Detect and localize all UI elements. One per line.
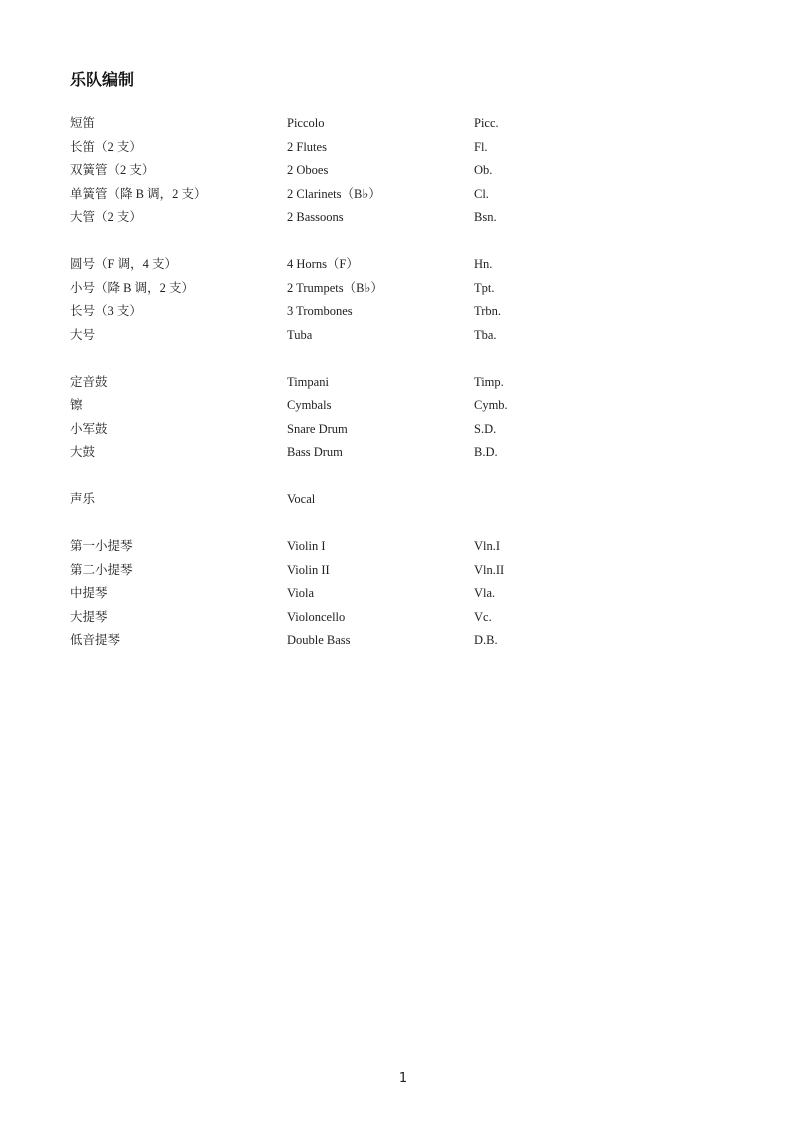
instrument-row: [70, 606, 670, 630]
instrument-row: [70, 324, 670, 348]
instrument-row: [70, 371, 670, 395]
instrument-row: [70, 629, 670, 653]
instrument-abbr: Cl.: [474, 186, 489, 201]
instrument-chinese: 圆号（F 调，4 支）: [70, 257, 177, 271]
instrument-english: Snare Drum: [287, 421, 348, 436]
instrument-english: 2 Flutes: [287, 139, 327, 154]
instrument-chinese: 镲: [70, 398, 83, 412]
instrument-english: Double Bass: [287, 633, 351, 647]
instrument-english: Piccolo: [287, 116, 325, 130]
instrument-english: Bass Drum: [287, 445, 343, 459]
instrument-chinese: 长号（3 支）: [70, 304, 142, 318]
instrument-chinese: 声乐: [70, 492, 96, 506]
instrument-english: 3 Trombones: [287, 304, 353, 318]
instrument-chinese: 定音鼓: [70, 374, 108, 389]
instrument-abbr: Picc.: [474, 116, 499, 130]
instrument-row: [70, 394, 670, 418]
instrument-row: [70, 535, 670, 559]
strings-group: [70, 535, 670, 653]
instrumentation-list: [70, 112, 670, 676]
vocal-group: [70, 488, 670, 512]
instrument-row: [70, 136, 670, 160]
instrument-chinese: 小军鼓: [70, 421, 108, 436]
instrument-abbr: Fl.: [474, 139, 488, 154]
instrument-row: [70, 159, 670, 183]
instrument-abbr: Trbn.: [474, 304, 501, 318]
instrument-row: [70, 300, 670, 324]
page-title: 乐队编制: [70, 70, 135, 89]
instrument-chinese: 长笛（2 支）: [70, 139, 142, 154]
instrument-chinese: 大管（2 支）: [70, 210, 142, 224]
instrument-chinese: 小号（降 B 调，2 支）: [70, 280, 194, 295]
instrument-english: 2 Bassoons: [287, 210, 344, 224]
percussion-group: [70, 371, 670, 465]
instrument-row: [70, 418, 670, 442]
instrument-row: [70, 112, 670, 136]
instrument-abbr: Cymb.: [474, 398, 508, 412]
woodwinds-group: [70, 112, 670, 230]
instrument-english: 2 Trumpets（B♭）: [287, 280, 383, 295]
instrument-abbr: B.D.: [474, 445, 498, 459]
instrument-english: Violin I: [287, 539, 326, 553]
instrument-chinese: 短笛: [70, 116, 96, 130]
instrument-row: [70, 582, 670, 606]
instrument-row: [70, 441, 670, 465]
instrument-chinese: 大提琴: [70, 609, 108, 624]
instrument-english: Violin II: [287, 562, 330, 577]
instrument-chinese: 大号: [70, 327, 96, 342]
instrument-abbr: Ob.: [474, 163, 493, 177]
instrument-row: [70, 488, 670, 512]
instrument-row: [70, 277, 670, 301]
brass-group: [70, 253, 670, 347]
instrument-english: Cymbals: [287, 398, 332, 412]
instrument-english: 4 Horns（F）: [287, 257, 359, 271]
instrument-english: Violoncello: [287, 609, 346, 624]
instrument-chinese: 第二小提琴: [70, 562, 133, 577]
instrument-chinese: 中提琴: [70, 586, 108, 600]
instrument-english: 2 Oboes: [287, 163, 329, 177]
instrument-chinese: 双簧管（2 支）: [70, 163, 155, 177]
instrument-abbr: Vla.: [474, 586, 496, 600]
instrument-english: Timpani: [287, 374, 329, 389]
instrument-row: [70, 183, 670, 207]
instrument-abbr: Vln.II: [474, 562, 505, 577]
instrument-chinese: 低音提琴: [70, 633, 121, 647]
page-number: 1: [398, 1071, 408, 1086]
instrument-english: Vocal: [287, 492, 316, 506]
instrument-english: Tuba: [287, 327, 313, 342]
instrument-abbr: D.B.: [474, 633, 498, 647]
instrument-row: [70, 253, 670, 277]
instrument-chinese: 单簧管（降 B 调，2 支）: [70, 186, 207, 201]
instrument-abbr: Hn.: [474, 257, 493, 271]
instrument-chinese: 大鼓: [70, 445, 96, 459]
instrument-row: [70, 206, 670, 230]
instrument-abbr: Tba.: [474, 327, 497, 342]
instrument-abbr: S.D.: [474, 421, 497, 436]
instrument-abbr: Tpt.: [474, 280, 495, 295]
instrument-english: 2 Clarinets（B♭）: [287, 186, 381, 201]
instrument-chinese: 第一小提琴: [70, 539, 133, 553]
instrument-abbr: Vln.I: [474, 539, 501, 553]
instrument-abbr: Bsn.: [474, 210, 497, 224]
instrument-english: Viola: [287, 586, 315, 600]
instrument-row: [70, 559, 670, 583]
instrument-abbr: Timp.: [474, 374, 504, 389]
instrument-abbr: Vc.: [474, 609, 492, 624]
